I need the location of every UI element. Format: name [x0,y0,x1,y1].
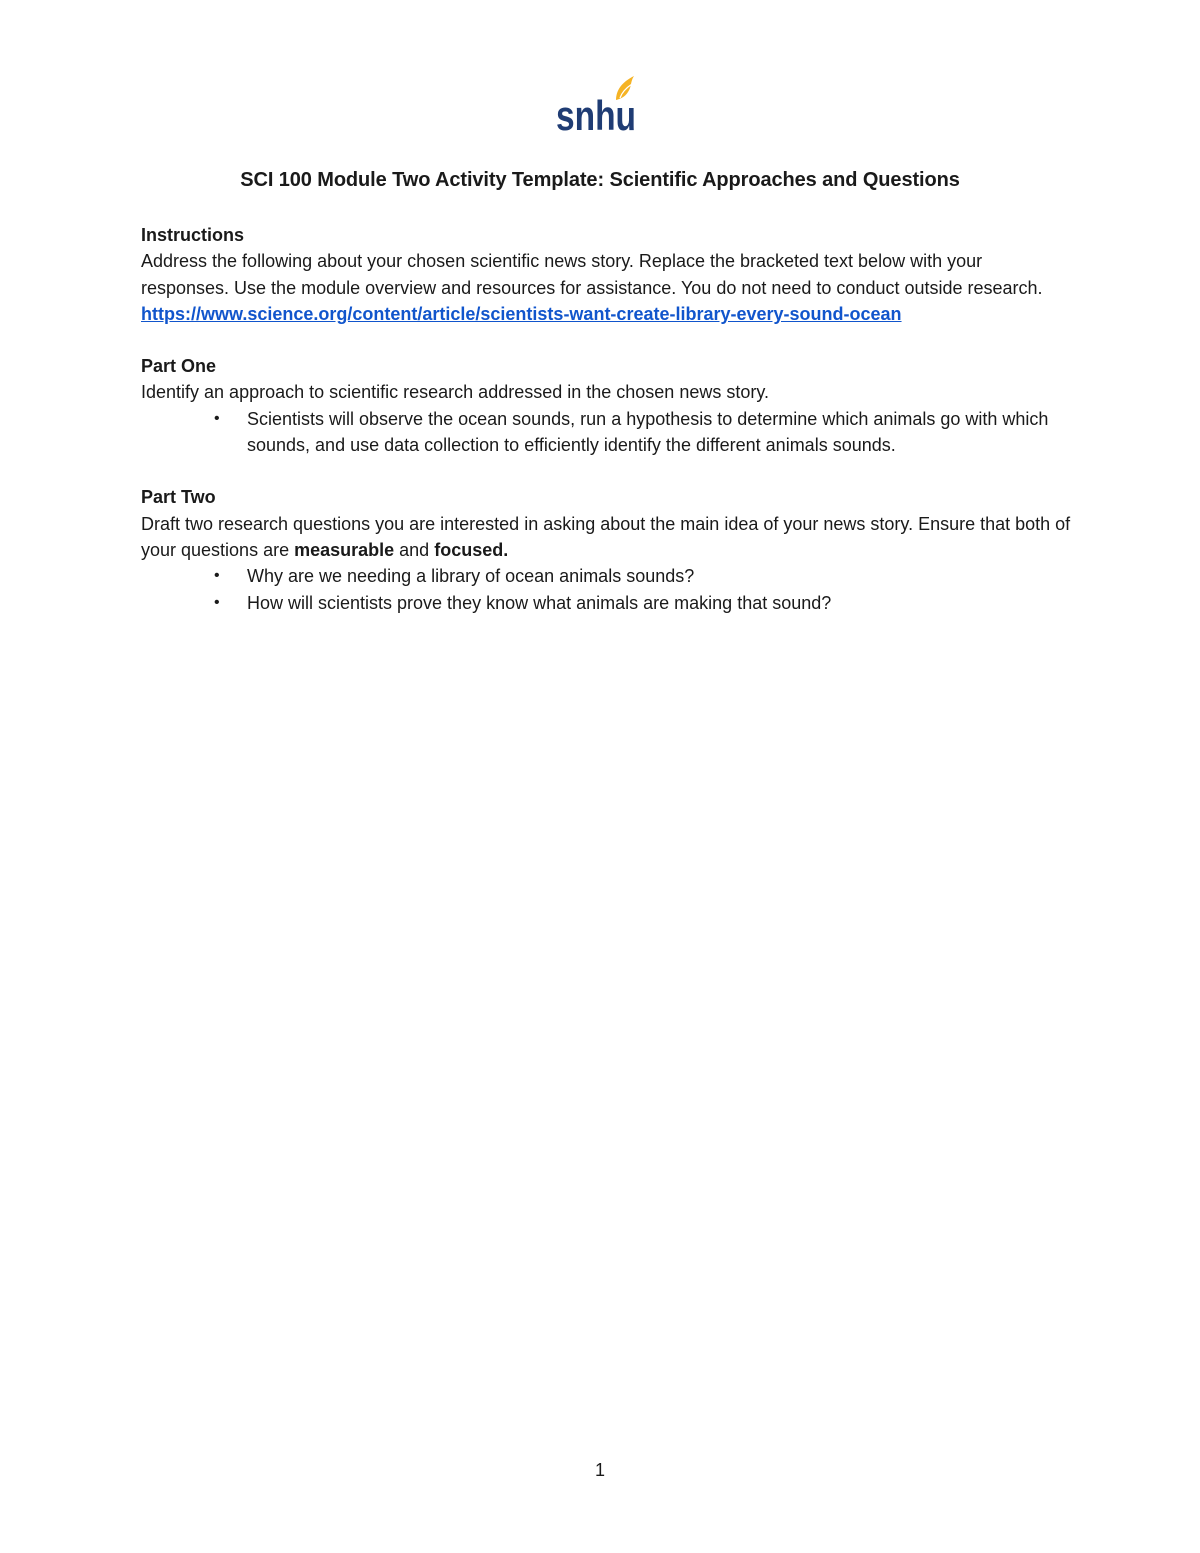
bullet-icon: • [214,593,220,611]
focused-keyword: focused [434,539,504,560]
instructions-heading: Instructions [141,225,245,245]
article-link[interactable]: https://www.science.org/content/article/scientists-want-create-library-every-sound-ocean [141,303,902,324]
document-title: SCI 100 Module Two Activity Template: Scientific Approaches and Questions [240,169,960,191]
spacer [141,458,1071,484]
list-item-text: Why are we needing a library of ocean animals sounds? [247,566,695,587]
part-one-heading: Part One [141,356,217,377]
page-number: 1 [594,1460,605,1480]
logo-wordmark: snhu [556,92,636,139]
part-two-heading: Part Two [141,487,216,508]
list-item [214,406,1071,459]
part-one-list [141,406,1071,459]
bullet-icon: • [214,567,220,585]
snhu-logo [554,70,644,139]
list-item [214,563,1071,589]
part-one-prompt: Identify an approach to scientific research addressed in the chosen news story. [141,382,770,403]
instructions-text: Address the following about your chosen scientific news story. Replace the bracketed text below with your responses. Use the module overview and resources for assistance. You do not need to conduct outside research. [141,251,1043,298]
list-item-text: Scientists will observe the ocean sounds, run a hypothesis to determine which animals go with which sounds, and use data collection to efficiently identify the different animals sounds. [247,408,1049,456]
spacer [141,327,1071,353]
part-two-list [141,563,1071,616]
document-body [141,222,1071,616]
part-two-prompt: Draft two research questions you are interested in asking about the main idea of your news story. Ensure that both of your questions are measurable and focused. [141,513,1071,560]
list-item [214,590,1071,616]
list-item-text: How will scientists prove they know what animals are making that sound? [247,592,832,613]
measurable-keyword: measurable [294,539,395,560]
bullet-icon: • [214,409,220,427]
